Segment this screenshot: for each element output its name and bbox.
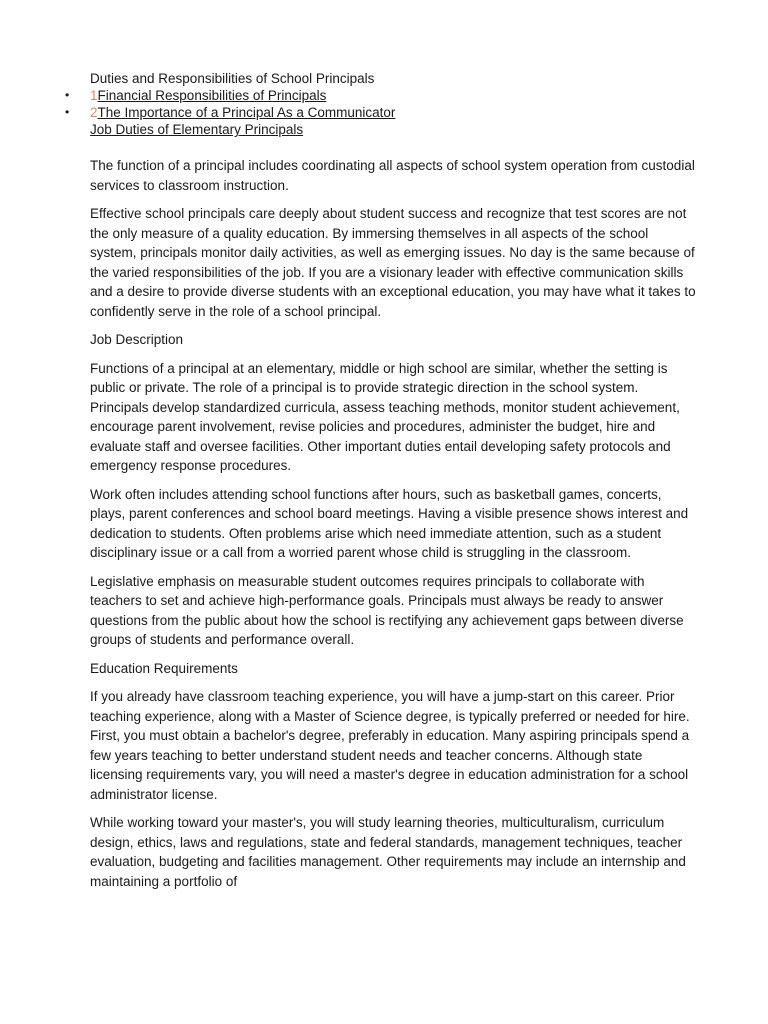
bullet-icon: • (65, 88, 70, 102)
toc-item-financial (65, 87, 698, 104)
toc-link-financial[interactable]: Financial Responsibilities of Principals (97, 88, 327, 103)
table-of-contents (65, 70, 698, 138)
toc-item-elementary (90, 121, 698, 138)
paragraph-effective-principals: Effective school principals care deeply about student success and recognize that test scores are not the only measure of a quality education. By immersing themselves in all aspects of the school system, principals monitor daily activities, as well as emerging issues. No day is the same because of the varied responsibilities of the job. If you are a visionary leader with effective communication skills and a desire to provide diverse students with an exceptional education, you may have what it takes to confidently serve in the role of a school principal. (90, 206, 696, 319)
toc-item-number: 2 (90, 105, 98, 120)
bullet-icon: • (65, 105, 70, 119)
paragraph-masters-study: While working toward your master's, you will study learning theories, multiculturalism, curriculum design, ethics, laws and regulations, state and federal standards, management techniques, teacher evaluation, budgeting and facilities management. Other requirements may include an internship and maintaining a portfolio of (90, 815, 686, 889)
paragraph-work-hours: Work often includes attending school functions after hours, such as basketball games, concerts, plays, parent conferences and school board meetings. Having a visible presence shows interest and dedication to students. Often problems arise which need immediate attention, such as a student disciplinary issue or a call from a worried parent whose child is struggling in the classroom. (90, 486, 689, 560)
toc-list (65, 87, 698, 138)
article-body (90, 156, 698, 891)
heading-job-description: Job Description (90, 332, 184, 347)
toc-link-elementary[interactable]: Job Duties of Elementary Principals (90, 122, 304, 137)
toc-item-number: 1 (90, 88, 98, 103)
paragraph-teaching-experience: If you already have classroom teaching experience, you will have a jump-start on this career. Prior teaching experience, along with a Master of Science degree, is typically preferred or needed for hire. First, you must obtain a bachelor's degree, preferably in education. Many aspiring principals spend a few years teaching to better understand student needs and teacher concerns. Although state licensing requirements vary, you will need a master's degree in education administration for a school administrator license. (90, 689, 690, 802)
paragraph-legislative: Legislative emphasis on measurable student outcomes requires principals to collaborate with teachers to set and achieve high-performance goals. Principals must always be ready to answer questions from the public about how the school is rectifying any achievement gaps between diverse groups of students and performance overall. (90, 573, 684, 647)
heading-education-requirements: Education Requirements (90, 660, 238, 676)
paragraph-intro: The function of a principal includes coordinating all aspects of school system operation from custodial services to classroom instruction. (90, 158, 695, 193)
toc-item-communicator (65, 104, 698, 121)
toc-link-communicator[interactable]: The Importance of a Principal As a Communicator (97, 105, 396, 120)
toc-title: Duties and Responsibilities of School Principals (90, 71, 375, 86)
paragraph-functions: Functions of a principal at an elementary, middle or high school are similar, whether the setting is public or private. The role of a principal is to provide strategic direction in the school system. Principals develop standardized curricula, assess teaching methods, monitor student achievement, encourage parent involvement, revise policies and procedures, administer the budget, hire and evaluate staff and oversee facilities. Other important duties entail developing safety protocols and emergency response procedures. (90, 360, 680, 473)
